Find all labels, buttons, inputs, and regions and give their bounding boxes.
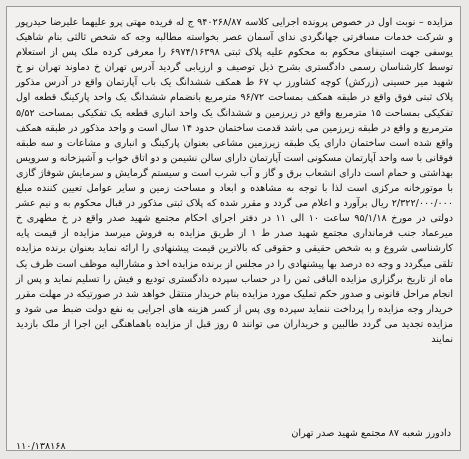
legal-notice [6, 6, 461, 451]
notice-signature: دادورز شعبه ۸۷ مجتمع شهید صدر تهران [291, 428, 451, 439]
notice-reference-number: ۱۱۰/۱۳۸۱۶۸ [16, 441, 66, 452]
notice-body: مزایده – نوبت اول در خصوص پرونده اجرایی کلاسه ۹۴۰۲۶۸/۸۷ ج له فریده مهتی پرو علیهما علیرضا حیدرپور و شرکت خدمات مسافرتی جهانگردی ندای آسمان عصر بخواسته مطالبه وجه که شخص ثالثی بنام شاهیک یوسفی جهت استیفای محکوم به محکوم علیه پلاک ثبتی ۶۹۷۴/۱۶۳۹۸ را معرفی کرده ملک پس از استعلام توسط کارشناسان رسمی دادگستری بشرح ذیل توصیف و ارزیابی گردید آدرس تهران خ دماوند تهران نو خ شهید میر حسینی (زرکش) کوچه کشاورز پ ۶۷ ط همکف ششدانگ یک باب آپارتمان واقع در آدرس مذکور پلاک ثبتی فوق واقع در طبقه همکف بمساحت ۹۶/۷۲ مترمربع بانضمام ششدانگ یک واحد پارکینگ قطعه اول تفکیکی بمساحت ۱۵ مترمربع واقع در زیرزمین و ششدانگ یک واحد انباری قطعه یک تفکیکی بمساحت ۵/۵۲ مترمربع و واقع در طبقه زیرزمین می باشد قدمت ساختمان حدود ۱۴ سال است و واحد مذکور در طبقه همکف واقع شده است ساختمان دارای یک طبقه زیرزمین مشاعی بعنوان پارکینگ و انباری و مشاعات و سه طبقه فوقانی با سه واحد آپارتمان مسکونی است آپارتمان دارای سالن نشیمن و دو اتاق خواب و آشپزخانه و سرویس بهداشتی و حمام است دارای انشعاب برق و گاز و آب شرب است و سیستم گرمایش و سرمایش شوفاژ گازی با موتورخانه مرکزی است لذا با توجه به مشاهده و ابعاد و مساحت زمین و سایر عوامل تعیین کننده مبلغ ۲/۳۲۲/۰۰۰/۰۰۰ ریال برآورد و اعلام می گردد و مقرر شده که پلاک ثبتی مذکور در قبال محکوم به و نیم عشر دولتی در مورخ ۹۵/۱/۱۸ ساعت ۱۰ الی ۱۱ در دفتر اجرای احکام مجتمع شهید صدر واقع در خ مطهری خ میرعماد جنب فرمانداری مجتمع شهید صدر ط ۱ از طریق مزایده به فروش میرسد مزایده از قیمت پایه کارشناسی شروع و به شخص حقیقی و حقوقی که بالاترین قیمت پیشنهادی را ارائه نماید بعنوان برنده مزایده تلقی میگردد و وجه ده درصد بها پیشنهادی را در مجلس از برنده مزایده اخذ و مشارالیه موظف است ظرف یک ماه از تاریخ برگزاری مزایده الباقی ثمن را در حساب سپرده دادگستری تودیع و فیش را تسلیم نماید و پس از انجام مراحل قانونی و صدور حکم تملیک مورد مزایده بنام خریدار منتقل خواهد شد در صورتیکه در مهلت مقرر خریدار وجه مزایده را پرداخت ننماید سپرده وی پس از کسر هزینه های اجرایی به نفع دولت ضبط می شود و مزایده تجدید می گردد طالبین و خریداران می توانند ۵ روز قبل از مزایده باهماهنگی این اجرا از ملک بازدید نمایند [16, 17, 454, 345]
